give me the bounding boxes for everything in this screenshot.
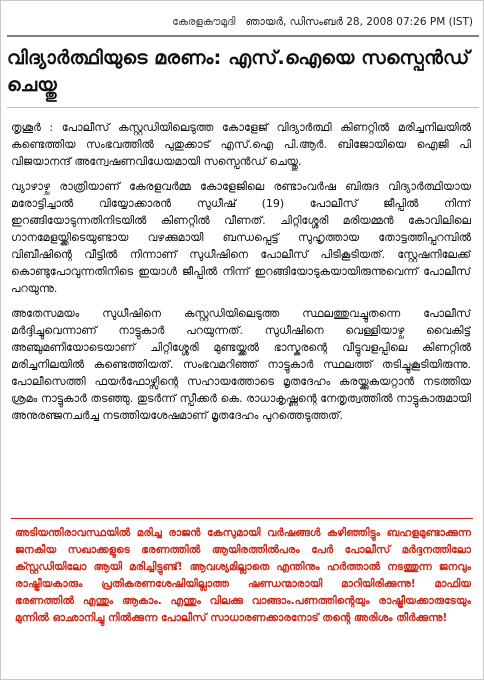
publication-name: കേരളകൗമുദി bbox=[172, 15, 236, 28]
article-paragraph: അതേസമയം സുധീഷിനെ കസ്റ്റഡിയിലെടുത്ത സ്ഥലത്തുവച്ചുതന്നെ പോലീസ് മർദ്ദിച്ചുവെന്നാണ് നാട്ടുകാർ പറയുന്നത്. സുധീഷിനെ വെള്ളിയാഴ്ച വൈകിട്ട് അഞ്ചുമണിയോടെയാണ് ചിറ്റിശ്ശേരി മുണ്ടയ്ക്കൽ ഭാസ്കരന്റെ വീട്ടുവളപ്പിലെ കിണറ്റിൽ മരിച്ചനിലയിൽ കണ്ടെത്തിയത്. സംഭവമറിഞ്ഞ് നാട്ടുകാർ സ്ഥലത്ത് തടിച്ചുകൂടിയിരുന്നു. പോലീസെത്തി ഫയർഫോഴ്സിന്റെ സഹായത്തോടെ മൃതദേഹം കരയ്ക്കുകയറ്റാൻ നടത്തിയ ശ്രമം നാട്ടുകാർ തടഞ്ഞു. തുടർന്ന് സ്പീക്കർ കെ. രാധാകൃഷ്ണന്റെ നേതൃത്വത്തിൽ നാട്ടുകാരുമായി അനുരഞ്ജനചർച്ച നടത്തിയശേഷമാണ് മൃതദേഹം പുറത്തെടുത്തത്. bbox=[11, 307, 471, 422]
article-paragraph: തൃശൂർ : പോലീസ് കസ്റ്റഡിയിലെടുത്ത കോളേജ് വിദ്യാർത്ഥി കിണറ്റിൽ മരിച്ചനിലയിൽ കണ്ടെത്തിയ സംഭവത്തിൽ പുതുക്കാട് എസ്.ഐ പി.ആർ. ബിജോയിയെ ഐജി പി വിജയാനന്ദ് അന്വേഷണവിധേയമായി സസ്പെൻഡ് ചെയ്തു. bbox=[11, 121, 471, 168]
header-divider bbox=[7, 35, 479, 37]
article-body bbox=[11, 119, 471, 514]
dateline-bar bbox=[7, 10, 479, 34]
article-datetime: ഞായർ, ഡിസംബർ 28, 2008 07:26 PM (IST) bbox=[245, 15, 473, 28]
callout-divider bbox=[11, 518, 473, 519]
article-paragraph: വ്യാഴാഴ്ച രാത്രിയാണ് കേരളവർമ്മ കോളേജിലെ രണ്ടാംവർഷ ബിരുദ വിദ്യാർത്ഥിയായ മരോട്ടിച്ചാൽ വിയ്യോക്കാരൻ സുധീഷ് (19) പോലീസ് ജീപ്പിൽ നിന്ന് ഇറങ്ങിയോടുന്നതിനിടയിൽ കിണറ്റിൽ വീണത്. ചിറ്റിശ്ശേരി മരിയമ്മൻ കോവിലിലെ ഗാനമേളയ്ക്കിടെയുണ്ടായ വഴക്കുമായി ബന്ധപ്പെട്ട് സുഹൃത്തായ തോട്ടത്തിപ്പറമ്പിൽ വിബീഷിന്റെ വീട്ടിൽ നിന്നാണ് സുധീഷിനെ പോലീസ് പിടികൂടിയത്. സ്റ്റേഷനിലേക്ക് കൊണ്ടുപോവുന്നതിനിടെ ഇയാൾ ജീപ്പിൽ നിന്ന് ഇറങ്ങിയോടുകയായിരുന്നുവെന്ന് പോലീസ് പറയുന്നു. bbox=[11, 180, 471, 295]
headline-divider bbox=[7, 107, 479, 108]
article-headline: വിദ്യാർത്ഥിയുടെ മരണം: എസ്.ഐയെ സസ്പെൻഡ് ചെയ്തു bbox=[7, 47, 470, 96]
reader-comment-callout: അടിയന്തിരാവസ്ഥയിൽ മരിച്ച രാജൻ കേസുമായി വർഷങ്ങൾ കഴിഞ്ഞിട്ടും ബഹളമുണ്ടാക്കുന്ന ജനകീയ സഖാക്കളുടെ ഭരണത്തിൽ ആയിരത്തിൽപരം പേർ പോലീസ് മർദ്ദനത്തിലോ ക്സ്റ്റഡിയിലോ ആയി മരിച്ചിട്ടുണ്ട്! ആവശ്യമില്ലാതെ എന്തിനും ഹർത്താൽ നടത്തുന്ന ജനവും രാഷ്ട്രീയകാരും പ്രതികരണശേഷിയില്ലാത്ത ഷണ്ഡന്മാരായി മാറിയിരിക്കുന്നു! മാഫിയ ഭരണത്തിൽ എന്തും ആകാം. എന്തും വിലക്കു വാങ്ങാം.പണത്തിന്റെയും രാഷ്ട്രീയക്കാരുടേയും മുന്നിൽ ഓഛാനിച്ചു നിൽക്കുന്ന പോലീസ് സാധാരണക്കാരനോട് തന്റെ അരിശം തീർക്കുന്നു! bbox=[15, 527, 471, 624]
